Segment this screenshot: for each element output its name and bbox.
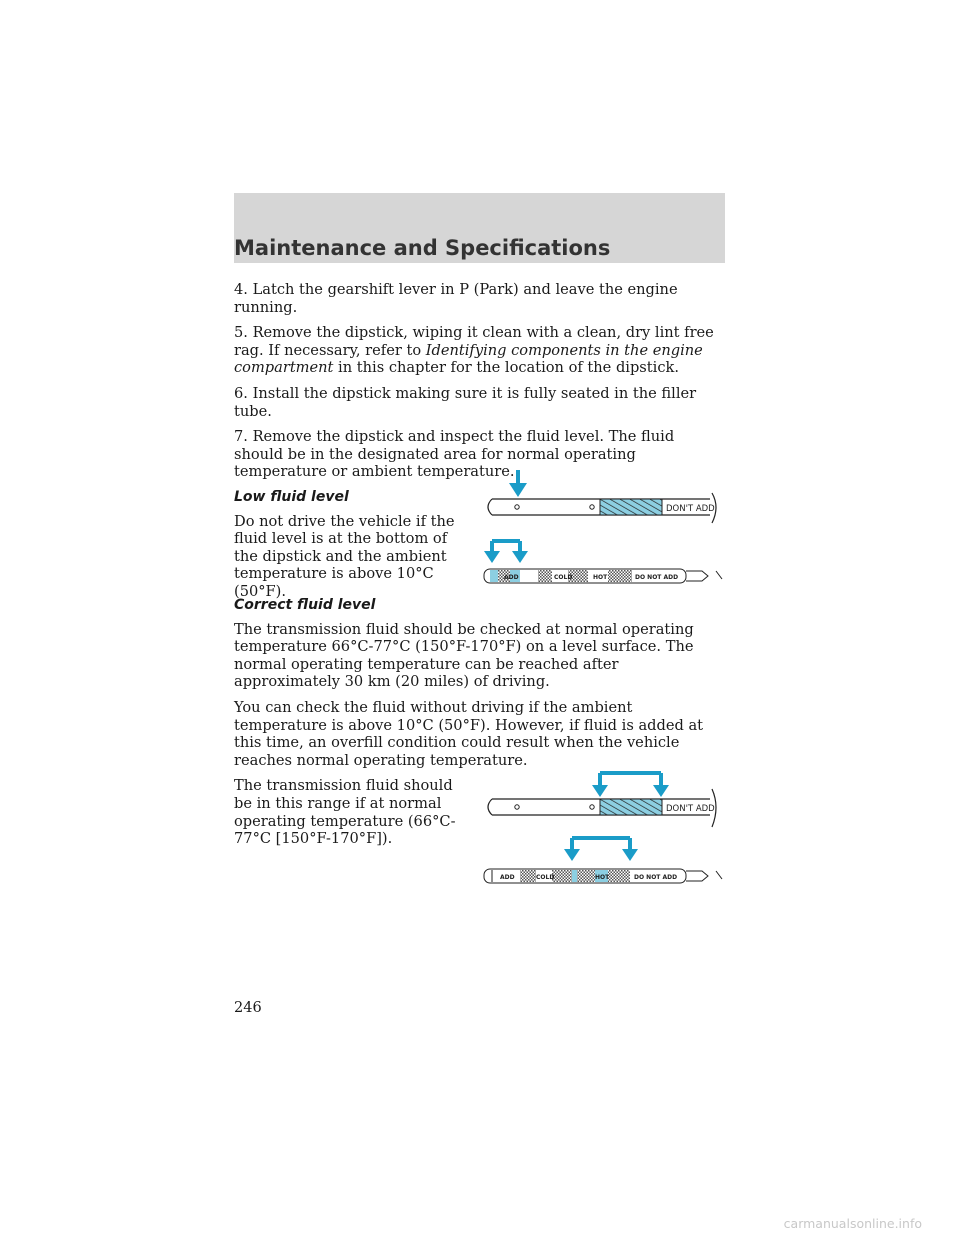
lower-do-not-add-label: DO NOT ADD [634,874,678,881]
add-range-bracket-icon [484,541,528,563]
page-number: 246 [234,1000,262,1016]
lower-cold-label: COLD [536,874,555,881]
correct-fluid-heading: Correct fluid level [234,597,376,613]
low-fluid-text: Do not drive the vehicle if the fluid level is at the bottom of the dipstick and the ambient temperature is above 10°C (50°F). [234,512,455,600]
lower-do-not-add-label: DO NOT ADD [635,574,679,581]
lower-cold-label: COLD [554,574,573,581]
arrow-down-icon [509,470,527,497]
step-6: 6. Install the dipstick making sure it is fully seated in the filler tube. [234,384,697,420]
step-7: 7. Remove the dipstick and inspect the fluid level. The fluid should be in the designated area for normal operating temperature or ambient temperature. [234,428,675,481]
cross-reference-link: Identifying components in the engine compartment [234,341,703,377]
low-fluid-dipstick-figure [480,465,730,590]
lower-hot-label: HOT [595,874,610,881]
watermark-footer: carmanualsonline.info [783,1216,922,1231]
lower-add-label: ADD [504,574,519,581]
correct-fluid-p1: The transmission fluid should be checked at normal operating temperature 66°C-77°C (150°F-170°F) on a level surface. The normal operating temperature can be reached after approximately 30 km (20 miles) of driving. [234,620,694,691]
full-range-bracket-icon [592,773,669,797]
correct-fluid-p3: The transmission fluid should be in this range if at normal operating temperature (66°C-77°C [150°F-170°F]). [234,777,456,848]
low-fluid-heading: Low fluid level [234,488,349,505]
step-4: 4. Latch the gearshift lever in P (Park) and leave the engine running. [234,281,678,316]
dont-add-label: DON'T ADD [666,804,715,814]
correct-fluid-p2: You can check the fluid without driving if the ambient temperature is above 10°C (50°F). However, if fluid is added at this time, an overfill condition could result when the vehicle reaches normal operating temperature. [234,698,704,769]
dont-add-label: DON'T ADD [666,504,715,514]
section-title: Maintenance and Specifications [234,236,611,260]
lower-hot-label: HOT [593,574,608,581]
hot-range-bracket-icon [564,838,638,861]
step-5: 5. Remove the dipstick, wiping it clean with a clean, dry lint free rag. If necessary, refer to Identifying components in the engine compartment in this chapter for the location of the dipstick. [234,324,714,377]
correct-fluid-dipstick-figure [480,765,730,890]
lower-add-label: ADD [500,874,515,881]
